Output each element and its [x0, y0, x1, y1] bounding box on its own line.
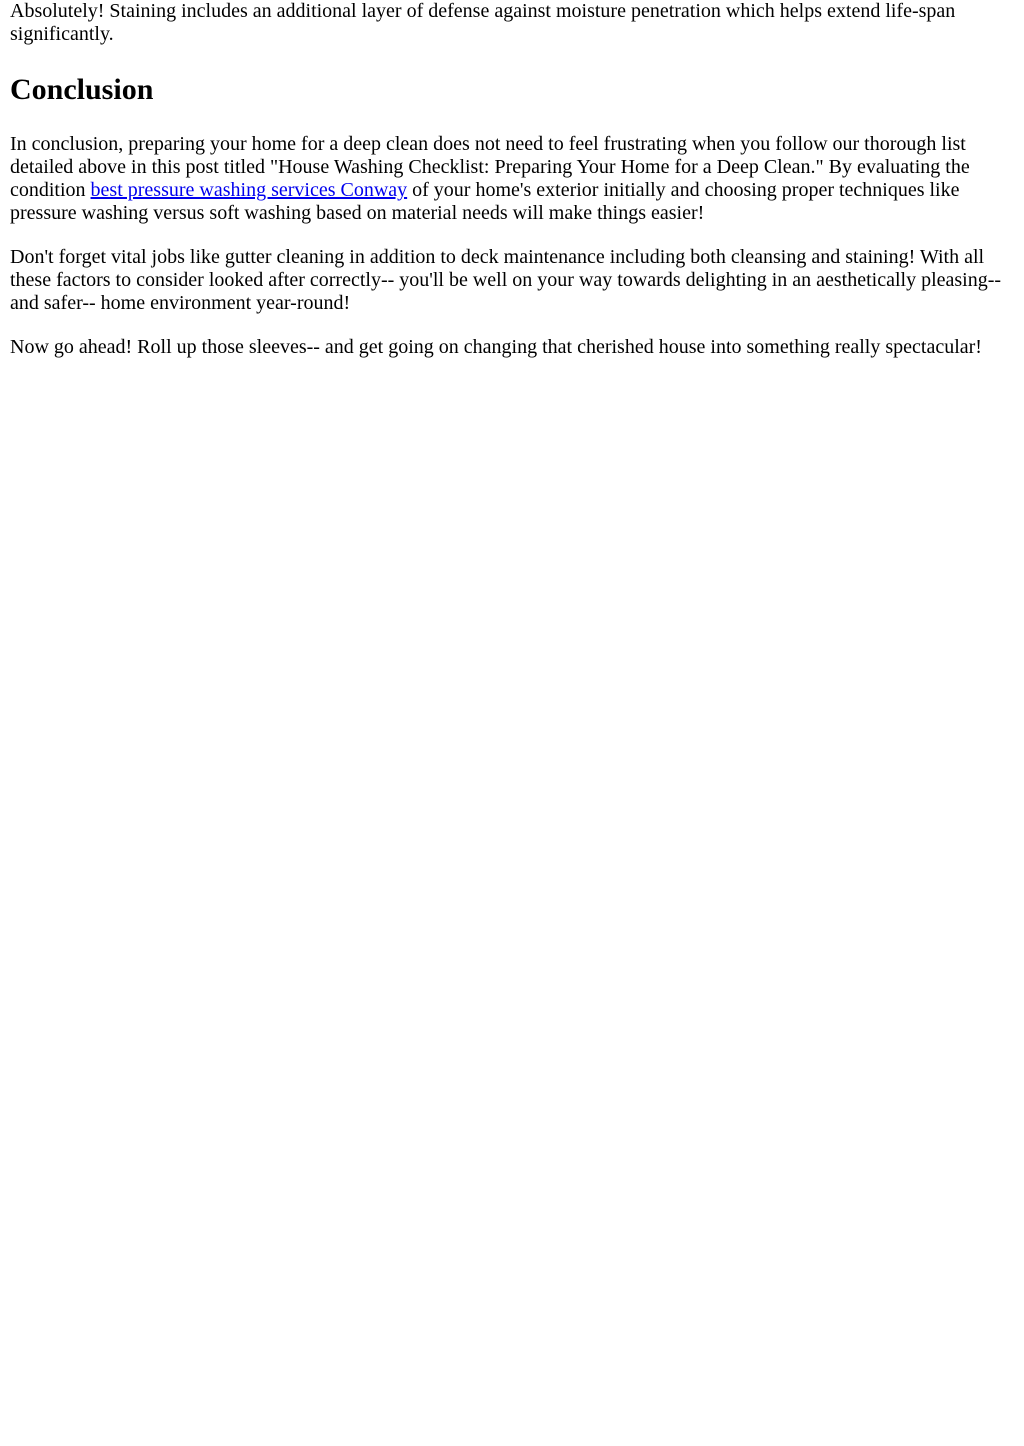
conclusion-paragraph-1-text-start: In conclusion, preparing your home for a deep clean does not need to feel frustrating when you follow our thorough list detailed above in this post titled "House Washing Checklist: Preparing Your Home for a Deep Clean." By evaluating the condition [10, 133, 970, 201]
conclusion-paragraph-2: Don't forget vital jobs like gutter cleaning in addition to deck maintenance including both cleansing and staining! With all these factors to consider looked after correctly-- you'll be well on your way towards delighting in an aesthetically pleasing-- and safer-- home environment year-round! [10, 246, 1002, 314]
conclusion-paragraph-1 [10, 133, 1014, 225]
pressure-washing-link[interactable]: best pressure washing services Conway [90, 179, 408, 201]
article-body [0, 0, 1024, 359]
intro-paragraph: Absolutely! Staining includes an additional layer of defense against moisture penetration which helps extend life-span significantly. [10, 0, 956, 45]
conclusion-paragraph-3: Now go ahead! Roll up those sleeves-- and get going on changing that cherished house into something really spectacular! [10, 336, 982, 358]
conclusion-paragraph-1-text-end: of your home's exterior initially and choosing proper techniques like pressure washing versus soft washing based on material needs will make things easier! [10, 179, 960, 224]
conclusion-heading: Conclusion [10, 73, 154, 106]
